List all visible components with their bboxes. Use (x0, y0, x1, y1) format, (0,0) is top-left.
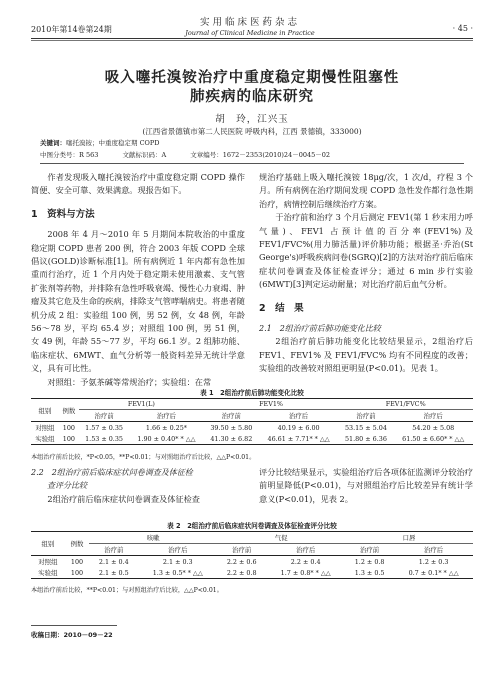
table2-col-n: 例数 (65, 532, 89, 556)
keywords-label: 关键词： (40, 139, 66, 147)
section22-right (259, 466, 473, 506)
table-cell: 53.15 ± 5.04 (338, 422, 393, 434)
table1-group-fev1fvc: FEV1/FVC% (338, 399, 473, 410)
table-cell: 2.2 ± 0.6 (217, 556, 266, 568)
table-row (31, 422, 473, 434)
table2-sub-before: 治疗前 (217, 544, 266, 556)
section1-paragraph1: 2008 年 4 月～2010 年 5 月期间本院收治的中重度稳定期 COPD 患者 200 例，符合 2003 年版 COPD 全球倡议(GOLD)诊断标准[1]。所有病例近 1 年内都有急性加重而行治疗，近 1 个月内处于稳定期未使用激素、支气管扩张剂等药物，并排除有急性呼吸衰竭、慢性心力衰竭、肿瘤及其它危及生命的疾病，排除支气管哮喘病史。将患者随机分成 2 组：实验组 100 例，男 52 例，女 48 例，年龄 56～78 岁，平均 65.4 岁；对照组 100 例，男 51 例，女 49 例，年龄 55～77 岁，平均 66.1 岁。2 组肺功能、临床症状、6MWT、血气分析等一般资料差异无统计学意义，具有可比性。 (31, 229, 245, 374)
table2-group-dyspnea: 气促 (217, 532, 345, 544)
clc-number: 中图分类号：R 563 (40, 151, 99, 159)
article-number: 文章编号：1672－2353(2010)24－0045－02 (190, 151, 331, 159)
section22-left (31, 466, 245, 506)
issue-info: 2010年第14卷第24期 (31, 25, 112, 34)
table1 (31, 398, 473, 445)
section22-heading-line1: 2.2 2组治疗前后临床症状问卷调查及体征检 (31, 468, 193, 477)
table-row (31, 567, 473, 579)
right-column (259, 166, 473, 376)
table1-sub-before: 治疗前 (204, 410, 259, 422)
meta-divider (40, 163, 464, 164)
authors: 胡 玲，江兴玉 (215, 114, 289, 125)
table1-sub-after: 治疗后 (259, 410, 338, 422)
table-cell: 1.2 ± 0.8 (345, 556, 394, 568)
table2-col-group: 组别 (31, 532, 65, 556)
table-cell: 40.19 ± 6.00 (259, 422, 338, 434)
intro-paragraph: 作者发现吸入噻托溴铵治疗中重度稳定期 COPD 操作简便、安全可靠、效果满意。现报告如下。 (31, 172, 245, 196)
table2-sub-before: 治疗前 (345, 544, 394, 556)
journal-name-cn: 实用临床医药杂志 (199, 17, 300, 28)
table2-sub-after: 治疗后 (266, 544, 345, 556)
table2-group-cough: 咳嗽 (89, 532, 217, 544)
table1-sub-after: 治疗后 (129, 410, 204, 422)
keywords (40, 138, 159, 147)
received-date: 收稿日期：2010－09－22 (31, 631, 113, 639)
section1-heading: 1 资料与方法 (31, 208, 95, 220)
affiliation: (江西省景德镇市第二人民医院 呼吸内科，江西 景德镇，333000) (142, 127, 362, 136)
section2-heading: 2 结 果 (259, 302, 304, 314)
table-cell: 100 (65, 567, 89, 579)
table-cell: 61.50 ± 6.60* * △△ (393, 433, 473, 445)
section22-heading-line2: 查评分比较 (47, 481, 87, 491)
section1-paragraph2: 对照组：予氨茶碱等常规治疗；实验组：在常 (47, 376, 212, 387)
table-cell: 实验组 (31, 433, 59, 445)
table-row (31, 556, 473, 568)
table-cell: 41.30 ± 6.82 (204, 433, 259, 445)
table-cell: 39.50 ± 5.80 (204, 422, 259, 434)
section22-paragraph-cont: 评分比较结果显示，实验组治疗后各项体征监测评分较治疗前明显降低(P<0.01)，与对照组治疗后比较差异有统计学意义(P<0.01)，见表 2。 (259, 467, 473, 504)
table1-group-fev1: FEV1(L) (79, 399, 204, 410)
table-row (31, 433, 473, 445)
methods-continued: 规治疗基础上吸入噻托溴铵 18μg/次，1 次/d，疗程 3 个月。所有病例在治疗期间发现 COPD 急性发作都行急性期治疗，病情控制后继续治疗方案。 (259, 172, 473, 209)
table2-note: 本组治疗前后比较，**P<0.01；与对照组治疗后比较，△△P<0.01。 (31, 587, 223, 594)
table-cell: 实验组 (31, 567, 65, 579)
table2 (31, 531, 473, 579)
table1-col-group: 组别 (31, 399, 59, 422)
table-cell: 51.80 ± 6.36 (338, 433, 393, 445)
section21-heading: 2.1 2组治疗前后肺功能变化比较 (259, 324, 381, 334)
table2-sub-before: 治疗前 (89, 544, 138, 556)
table-cell: 46.61 ± 7.71* * △△ (259, 433, 338, 445)
table2-caption: 表 2 2组治疗前后临床症状问卷调查及体征检查评分比较 (167, 522, 337, 530)
table-cell: 1.2 ± 0.3 (394, 556, 473, 568)
table2-sub-after: 治疗后 (138, 544, 217, 556)
doc-code: 文献标识码：A (122, 151, 167, 159)
table-cell: 对照组 (31, 422, 59, 434)
table-cell: 100 (59, 422, 79, 434)
table-cell: 对照组 (31, 556, 65, 568)
table-cell: 100 (59, 433, 79, 445)
table1-note: 本组治疗前后比较，*P<0.05，**P<0.01；与对照组治疗后比较，△△P<0.01。 (31, 454, 256, 461)
table-cell: 1.53 ± 0.35 (79, 433, 129, 445)
footnote-rule (31, 625, 117, 626)
table-cell: 54.20 ± 5.08 (393, 422, 473, 434)
table-cell: 1.3 ± 0.5 (345, 567, 394, 579)
table-cell: 1.66 ± 0.25* (129, 422, 204, 434)
table-cell: 100 (65, 556, 89, 568)
table-cell: 2.1 ± 0.3 (138, 556, 217, 568)
header-rule (31, 38, 473, 39)
left-column (31, 166, 245, 389)
table-cell: 2.2 ± 0.4 (266, 556, 345, 568)
keywords-value: 噻托溴铵；中重度稳定期 COPD (66, 139, 160, 147)
table-cell: 2.1 ± 0.4 (89, 556, 138, 568)
table-cell: 1.7 ± 0.8* * △△ (266, 567, 345, 579)
section22-paragraph-start: 2组治疗前后临床症状问卷调查及体征检查 (47, 493, 200, 504)
page-number: · 45 · (452, 24, 473, 33)
methods-measurement: 于治疗前和治疗 3 个月后测定 FEV1(第 1 秒末用力呼气量)、FEV1 占预计值的百分率(FEV1%)及 FEV1/FVC%(用力肺活量)评价肺功能；根据圣·乔治(St George's)呼吸疾病问卷(SGRQ)[2]的方法对治疗前后临床症状问卷调查及体征检查评分；通过 6 min 步行实验(6MWT)[3]判定运动耐量；对比治疗前后血气分析。 (259, 212, 473, 290)
table1-sub-before: 治疗前 (338, 410, 393, 422)
table1-caption: 表 1 2组治疗前后肺功能变化比较 (200, 389, 304, 397)
table1-col-n: 例数 (59, 399, 79, 422)
table2-group-lips: 口唇 (345, 532, 473, 544)
header-rule-thin (31, 40, 473, 41)
table-cell: 0.7 ± 0.1* * △△ (394, 567, 473, 579)
classification (40, 150, 352, 159)
table-cell: 2.1 ± 0.5 (89, 567, 138, 579)
table-cell: 1.90 ± 0.40* * △△ (129, 433, 204, 445)
article-title-line1: 吸入噻托溴铵治疗中重度稳定期慢性阻塞性 (104, 70, 400, 86)
table1-sub-after: 治疗后 (393, 410, 473, 422)
section21-paragraph: 2组治疗前后肺功能变化比较结果显示，2组治疗后 FEV1、FEV1% 及 FEV1/FVC% 均有不同程度的改善；实验组的改善较对照组更明显(P<0.01)。见表 1。 (259, 336, 473, 374)
table-cell: 1.57 ± 0.35 (79, 422, 129, 434)
journal-title (180, 14, 320, 37)
table2-sub-after: 治疗后 (394, 544, 473, 556)
journal-name-en: Journal of Clinical Medicine in Practice (185, 29, 315, 37)
table-cell: 1.3 ± 0.5* * △△ (138, 567, 217, 579)
table1-group-fev1pct: FEV1% (204, 399, 339, 410)
table1-sub-before: 治疗前 (79, 410, 129, 422)
article-title-line2: 肺疾病的临床研究 (190, 89, 314, 105)
table-cell: 2.2 ± 0.8 (217, 567, 266, 579)
